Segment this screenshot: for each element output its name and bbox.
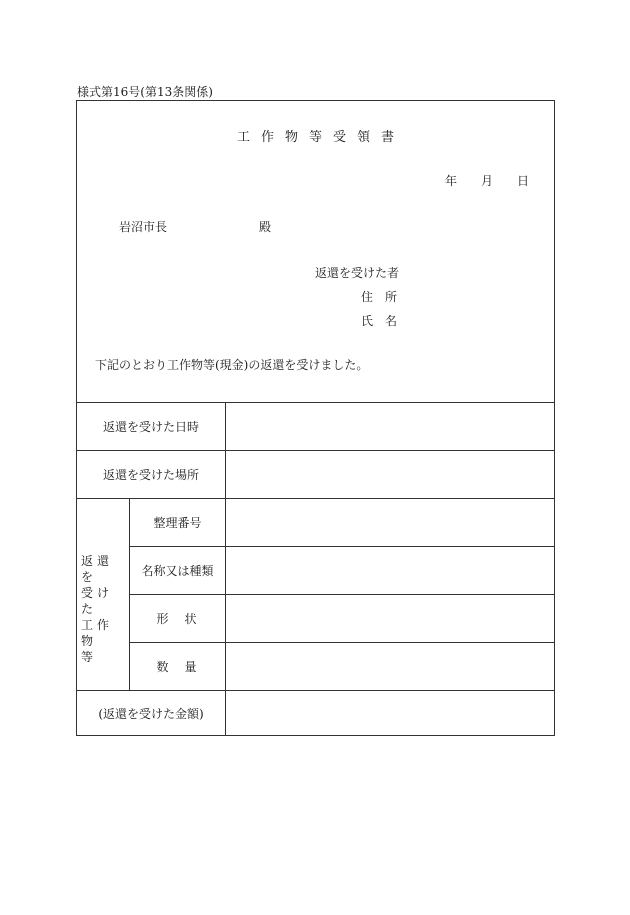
recipient-address-label: 住 所 [361,290,398,304]
date-day-label: 日 [517,174,530,188]
document-title: 工作物等受領書 [237,130,406,145]
addressee-honorific: 殿 [259,220,272,234]
recipient-heading: 返還を受けた者 [315,266,400,280]
recipient-name-label: 氏 名 [361,314,398,328]
sub-label-number: 整理番号 [153,516,202,530]
row-label-place: 返還を受けた場所 [102,468,199,482]
row-label-amount: (返還を受けた金額) [98,707,204,721]
sub-label-shape: 形 状 [156,612,199,626]
sub-label-quantity: 数 量 [156,660,199,674]
row-label-datetime: 返還を受けた日時 [102,420,199,434]
receipt-form [76,100,555,736]
date-year-label: 年 [445,174,458,188]
column-divider [225,402,226,735]
statement-text: 下記のとおり工作物等(現金)の返還を受けました。 [95,358,369,372]
sub-label-name: 名称又は種類 [141,564,214,578]
form-label: 様式第16号(第13条関係) [77,85,213,99]
date-month-label: 月 [481,174,494,188]
addressee-name: 岩沼市長 [119,220,168,234]
group-label-returned-items: 返還を 受けた 工作物 等 [81,554,114,664]
